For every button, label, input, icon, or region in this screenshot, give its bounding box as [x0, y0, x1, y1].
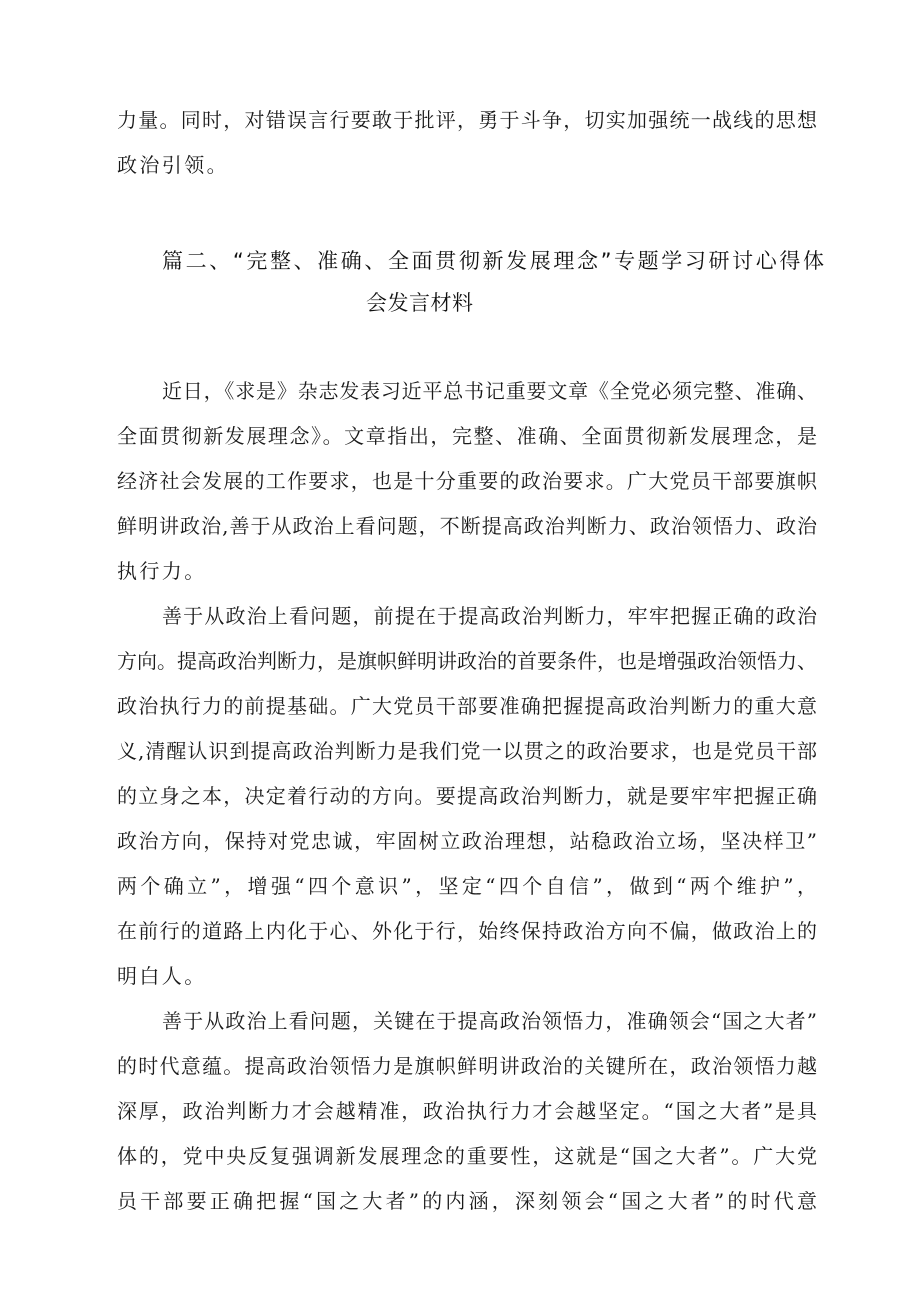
p2-line-3: 政治执行力的前提基础。广大党员干部要准确把握提高政治判断力的重大意 — [117, 694, 817, 718]
intro-line-1: 力量。同时，对错误言行要敢于批评，勇于斗争，切实加强统一战线的思想 — [117, 108, 817, 132]
p1-line-4: 鲜明讲政治,善于从政治上看问题，不断提高政治判断力、政治领悟力、政治 — [117, 514, 817, 538]
p3-line-5: 员干部要正确把握“国之大者”的内涵，深刻领会“国之大者”的时代意 — [117, 1189, 817, 1213]
p2-line-4: 义,清醒认识到提高政治判断力是我们党一以贯之的政治要求，也是党员干部 — [117, 739, 817, 763]
p2-line-5: 的立身之本，决定着行动的方向。要提高政治判断力，就是要牢牢把握正确 — [117, 784, 817, 808]
p2-line-1: 善于从政治上看问题，前提在于提高政治判断力，牢牢把握正确的政治 — [162, 604, 817, 628]
p2-line-6: 政治方向，保持对党忠诚，牢固树立政治理想，站稳政治立场，坚决样卫” — [117, 829, 817, 853]
section-title-line-2: 会发言材料 — [366, 291, 474, 315]
p3-line-3: 深厚，政治判断力才会越精准，政治执行力才会越坚定。“国之大者”是具 — [117, 1099, 817, 1123]
intro-line-2: 政治引领。 — [117, 153, 229, 177]
p1-line-1: 近日，《求是》杂志发表习近平总书记重要文章《全党必须完整、准确、 — [162, 379, 817, 403]
p3-line-2: 的时代意蕴。提高政治领悟力是旗帜鲜明讲政治的关键所在，政治领悟力越 — [117, 1054, 817, 1078]
p2-line-8: 在前行的道路上内化于心、外化于行，始终保持政治方向不偏，做政治上的 — [117, 919, 817, 943]
p3-line-1: 善于从政治上看问题，关键在于提高政治领悟力，准确领会“国之大者” — [162, 1009, 817, 1033]
p2-line-9: 明白人。 — [117, 964, 207, 988]
p2-line-7: 两个确立”，增强“四个意识”，坚定“四个自信”，做到“两个维护”， — [117, 874, 817, 898]
p1-line-3: 经济社会发展的工作要求，也是十分重要的政治要求。广大党员干部要旗帜 — [117, 469, 817, 493]
p1-line-2: 全面贯彻新发展理念》。文章指出，完整、准确、全面贯彻新发展理念，是 — [117, 424, 817, 448]
section-title-line-1: 篇二、“完整、准确、全面贯彻新发展理念”专题学习研讨心得体 — [162, 249, 824, 273]
p2-line-2: 方向。提高政治判断力，是旗帜鲜明讲政治的首要条件，也是增强政治领悟力、 — [117, 649, 817, 673]
p1-line-5: 执行力。 — [117, 559, 207, 583]
p3-line-4: 体的，党中央反复强调新发展理念的重要性，这就是“国之大者”。广大党 — [117, 1144, 817, 1168]
